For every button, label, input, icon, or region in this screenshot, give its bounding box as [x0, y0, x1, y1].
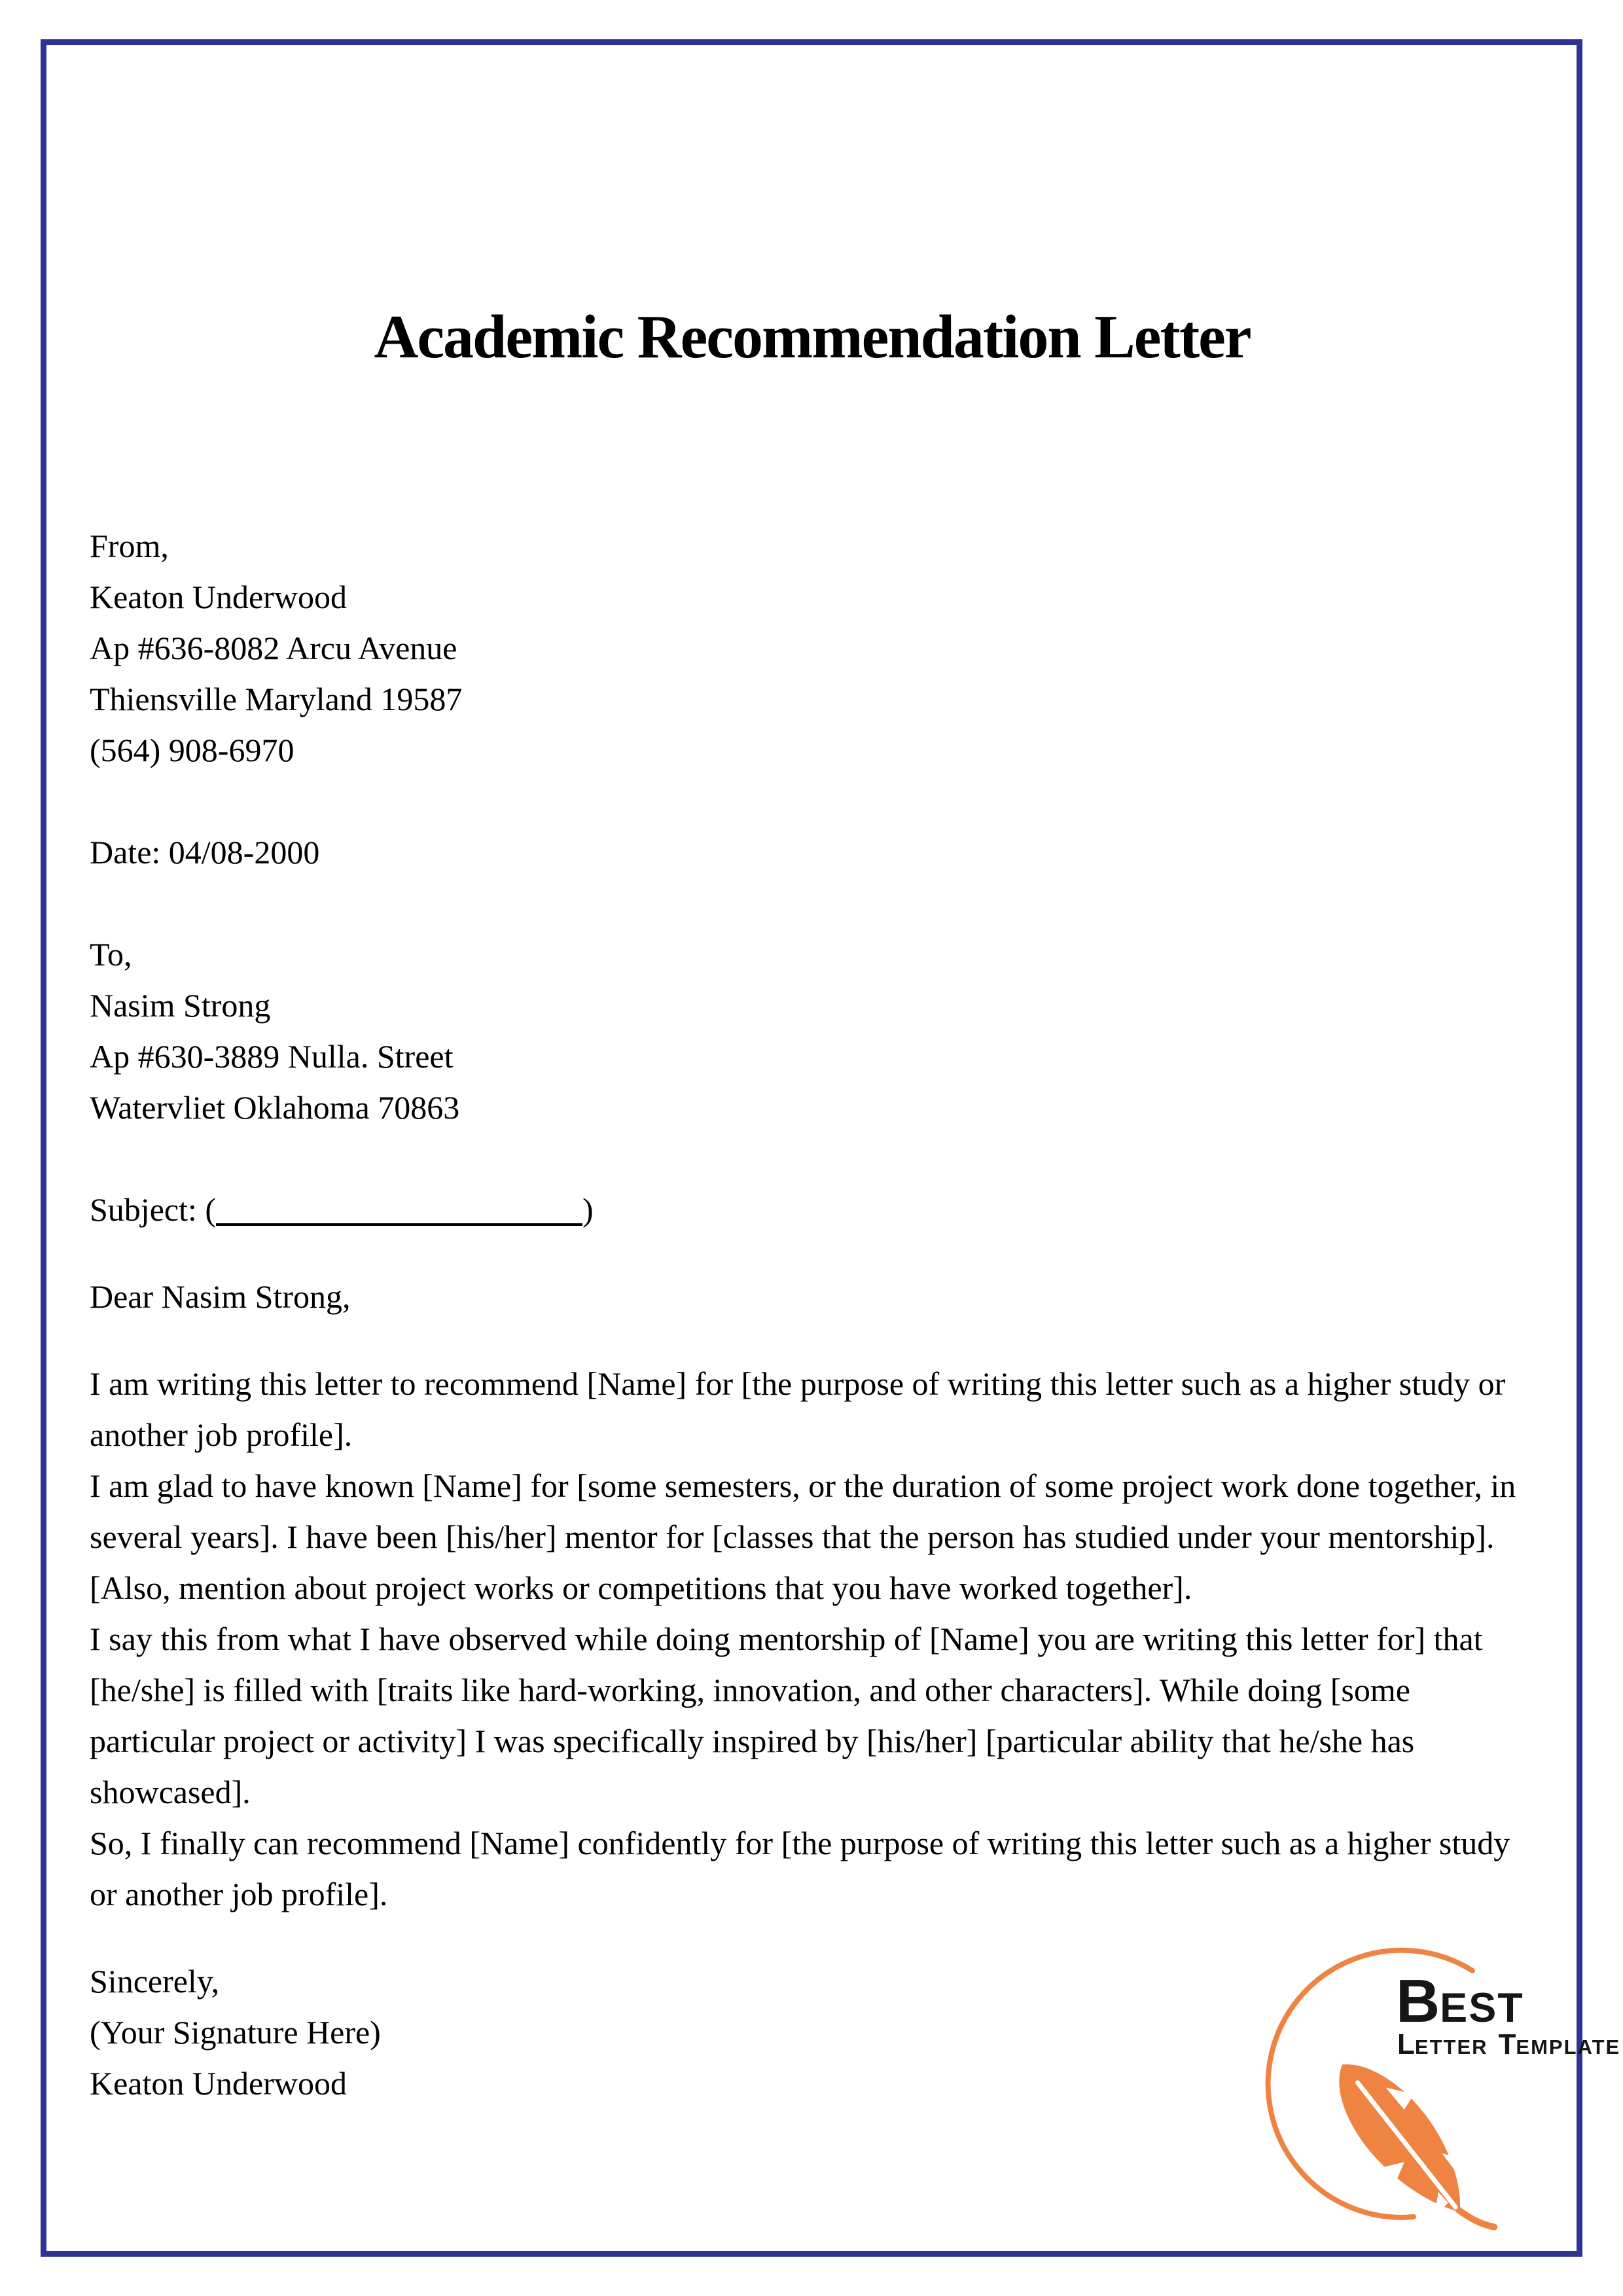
to-block: [90, 929, 1535, 1133]
signature-name: Keaton Underwood: [90, 2065, 347, 2102]
recipient-address-line2: Watervliet Oklahoma 70863: [90, 1089, 460, 1126]
recipient-address-line1: Ap #630-3889 Nulla. Street: [90, 1038, 454, 1075]
feather-stem: [1458, 2199, 1494, 2238]
body-paragraph: I am writing this letter to recommend [Name] for [the purpose of writing this letter such as a higher study or another job profile].: [90, 1365, 1506, 1453]
date-line: Date: 04/08-2000: [90, 834, 320, 870]
letter-content: [90, 0, 1535, 2109]
logo-wordmark: [1396, 1967, 1524, 2035]
sender-phone: (564) 908-6970: [90, 732, 294, 768]
brand-logo: [1240, 1945, 1621, 2246]
body-paragraph: I am glad to have known [Name] for [some semesters, or the duration of some project work done together, in several years]. I have been [his/her] mentor for [classes that the person has studied under your mentorship]. [Also, mention about project works or competitions that you have worked together].: [90, 1467, 1516, 1606]
signature-placeholder: (Your Signature Here): [90, 2014, 381, 2051]
page-title: Academic Recommendation Letter: [374, 303, 1251, 371]
letter-body: [90, 1358, 1535, 1920]
sender-address-line2: Thiensville Maryland 19587: [90, 681, 463, 717]
subject-prefix: Subject: (: [90, 1191, 217, 1228]
recipient-name: Nasim Strong: [90, 987, 271, 1024]
logo-wordmark-initial: B: [1396, 1967, 1440, 2035]
logo-subtitle-word1: [1397, 2030, 1488, 2059]
logo-subtitle-word2-rest: EMPLATE: [1516, 2036, 1621, 2058]
from-label: From,: [90, 528, 169, 564]
body-paragraph: I say this from what I have observed while doing mentorship of [Name] you are writing this letter for] that [he/she] is filled with [traits like hard-working, innovation, and other characters]. While doing [some particular project or activity] I was specifically inspired by [his/her] [particular ability that he/she has showcased].: [90, 1621, 1483, 1810]
subject-suffix: ): [582, 1191, 594, 1228]
sender-name: Keaton Underwood: [90, 579, 347, 615]
logo-subtitle-word1-initial: L: [1397, 2028, 1415, 2060]
sender-address-line1: Ap #636-8082 Arcu Avenue: [90, 630, 457, 666]
logo-subtitle-word2: [1499, 2030, 1621, 2059]
from-block: [90, 520, 1535, 776]
logo-subtitle: [1397, 2030, 1620, 2059]
logo-subtitle-word2-initial: T: [1498, 2028, 1516, 2060]
salutation: Dear Nasim Strong,: [90, 1278, 351, 1315]
body-paragraph: So, I finally can recommend [Name] confidently for [the purpose of writing this letter such as a higher study or another job profile].: [90, 1825, 1510, 1912]
closing: Sincerely,: [90, 1963, 220, 2000]
logo-wordmark-rest: EST: [1440, 1985, 1524, 2031]
subject-blank: [216, 1192, 582, 1226]
to-label: To,: [90, 936, 132, 973]
subject-line: [90, 1184, 1535, 1235]
logo-subtitle-word1-rest: ETTER: [1414, 2036, 1488, 2058]
